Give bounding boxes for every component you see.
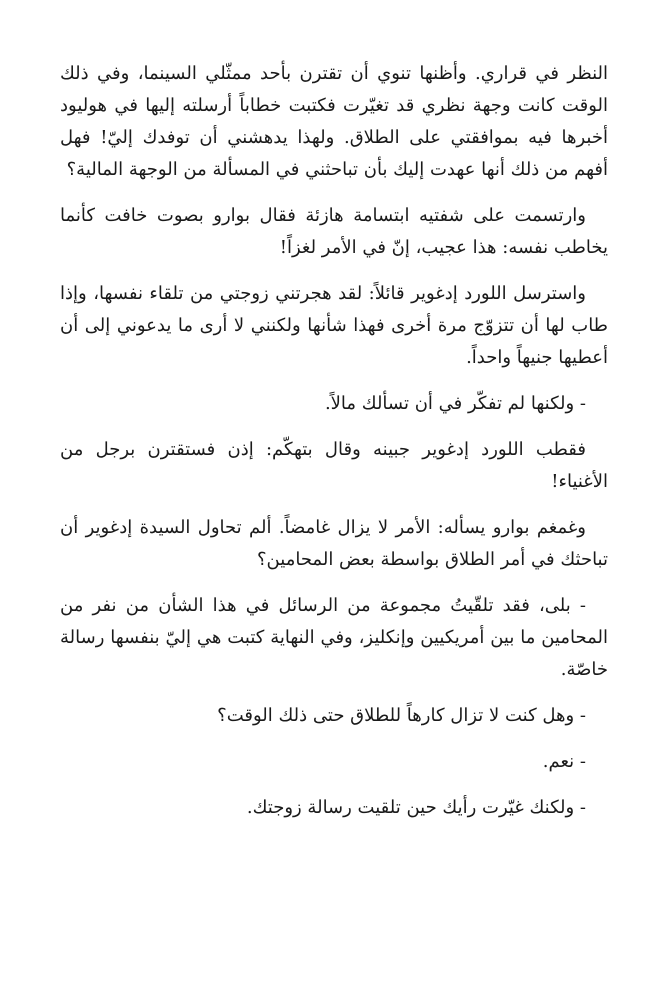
- paragraph-9: - نعم.: [542, 751, 586, 772]
- paragraph-7: - بلى، فقد تلقّيتُ مجموعة من الرسائل في هذا الشأن من نفر من المحامين ما بين أمريكيين وإنكليز، وفي النهاية كتبت هي إليّ بنفسها رسالة خاصّة.: [60, 595, 608, 680]
- paragraph-5: فقطب اللورد إدغوير جبينه وقال بتهكّم: إذن فستقترن برجل من الأغنياء!: [60, 439, 608, 492]
- paragraph-4: - ولكنها لم تفكّر في أن تسألك مالاً.: [324, 393, 586, 414]
- paragraph-3: واسترسل اللورد إدغوير قائلاً: لقد هجرتني زوجتي من تلقاء نفسها، وإذا طاب لها أن تتزوّج مرة أخرى فهذا شأنها ولكنني لا أرى ما يدعوني إلى أن أعطيها جنيهاً واحداً.: [60, 283, 608, 368]
- paragraph-10: - ولكنك غيّرت رأيك حين تلقيت رسالة زوجتك.: [246, 797, 586, 818]
- paragraph-2: وارتسمت على شفتيه ابتسامة هازئة فقال بوارو بصوت خافت كأنما يخاطب نفسه: هذا عجيب، إنّ في الأمر لغزاً!: [60, 205, 608, 258]
- paragraph-8: - وهل كنت لا تزال كارهاً للطلاق حتى ذلك الوقت؟: [217, 705, 586, 726]
- book-page: [60, 58, 608, 838]
- paragraph-6: وغمغم بوارو يسأله: الأمر لا يزال غامضاً. ألم تحاول السيدة إدغوير أن تباحثك في أمر الطلاق بواسطة بعض المحامين؟: [60, 517, 608, 570]
- paragraph-1: النظر في قراري. وأظنها تنوي أن تقترن بأحد ممثّلي السينما، وفي ذلك الوقت كانت وجهة نظري قد تغيّرت فكتبت خطاباً أرسلته إليها في هوليود أخبرها فيه بموافقتي على الطلاق. ولهذا يدهشني أن توفدك إليّ! فهل أفهم من ذلك أنها عهدت إليك بأن تباحثني في المسألة من الوجهة المالية؟: [60, 63, 608, 180]
